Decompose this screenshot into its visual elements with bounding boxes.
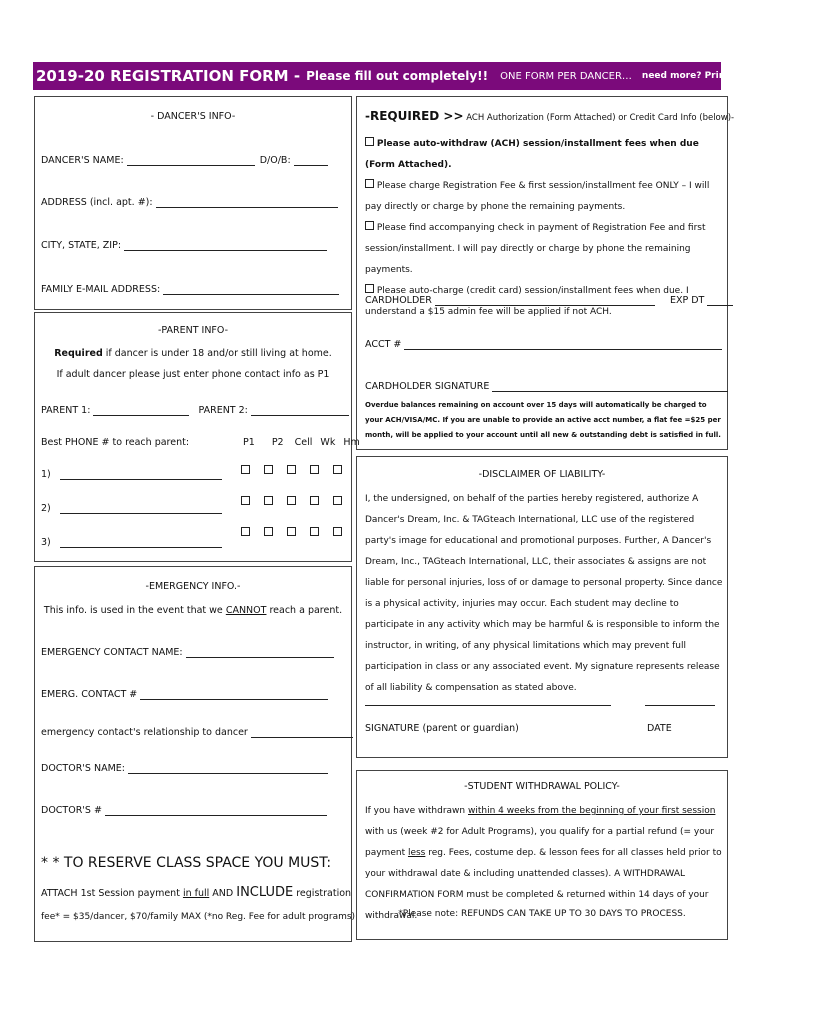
option-text: Please find accompanying check in payment of Registration Fee and first session/installment. I will pay directly or charge by phone the remaining payments. — [365, 223, 706, 275]
checkbox[interactable] — [287, 465, 296, 474]
cardholder-signature-label: CARDHOLDER SIGNATURE — [365, 381, 490, 392]
relationship-field[interactable] — [251, 737, 353, 738]
checkbox[interactable] — [333, 527, 342, 536]
col-cell: Cell — [294, 437, 313, 448]
cardholder-label: CARDHOLDER — [365, 295, 432, 306]
emergency-heading: -EMERGENCY INFO.- — [145, 581, 241, 592]
checkbox[interactable] — [365, 284, 374, 293]
phone-row-2 — [41, 503, 222, 514]
disclaimer-section — [356, 456, 728, 758]
relationship-label: emergency contact's relationship to dancer — [41, 727, 248, 738]
policy-underlined: within 4 weeks from the beginning of your first session — [467, 806, 716, 816]
phone-row-1 — [41, 469, 222, 480]
emergency-note — [35, 605, 351, 617]
option-text: Please auto-charge (credit card) session/installment fees when due. I understand a $15 admin fee will be applied if not ACH. — [365, 286, 689, 317]
web-site-note: need more? Print from our web site — [641, 71, 823, 81]
doctor-name-label: DOCTOR'S NAME: — [41, 763, 125, 774]
phone-field-2[interactable] — [60, 513, 222, 514]
option-text: Please charge Registration Fee & first session/installment fee ONLY – I will pay directly or charge by phone the remaining payments. — [365, 181, 710, 212]
acct-number-label: ACCT # — [365, 339, 402, 350]
address-label: ADDRESS (incl. apt. #): — [41, 197, 153, 208]
checkbox[interactable] — [241, 465, 250, 474]
payment-option-ach — [365, 134, 721, 176]
phone-type-headers — [243, 437, 360, 448]
phone-checkboxes — [241, 465, 342, 536]
disclaimer-heading: -DISCLAIMER OF LIABILITY- — [478, 469, 606, 480]
reserve-attach-line — [41, 885, 351, 900]
checkbox[interactable] — [333, 465, 342, 474]
cardholder-field[interactable] — [435, 305, 655, 306]
emergency-contact-number-label: EMERG. CONTACT # — [41, 689, 138, 700]
cannot-word: CANNOT — [225, 605, 267, 616]
payment-required-line — [365, 109, 734, 123]
attach-text: AND — [209, 888, 237, 899]
address-field[interactable] — [156, 207, 338, 208]
family-email-label: FAMILY E-MAIL ADDRESS: — [41, 284, 161, 295]
col-p1: P1 — [243, 437, 255, 448]
col-wk: Wk — [320, 437, 336, 448]
overdue-note: Overdue balances remaining on account over 15 days will automatically be charged to your ACH/VISA/MC. If you are unable to provide an active acct number, a flat fee =$25 per month, will be applied to your account until all new & outstanding debt is satisfied in full. — [365, 401, 721, 439]
dancer-info-section — [34, 96, 352, 310]
row-number: 2) — [41, 503, 51, 514]
required-rest: if dancer is under 18 and/or still living at home. — [102, 348, 332, 359]
dancer-info-heading: - DANCER'S INFO- — [150, 111, 236, 122]
phone-label: Best PHONE # to reach parent: — [41, 437, 190, 448]
form-title: 2019-20 REGISTRATION FORM - — [36, 67, 301, 85]
parent1-label: PARENT 1: — [41, 405, 91, 416]
parent1-field[interactable] — [93, 415, 189, 416]
checkbox[interactable] — [365, 179, 374, 188]
policy-text: with us (week #2 for Adult Programs), you qualify for a partial refund (= your payment — [365, 827, 715, 858]
cardholder-signature-field[interactable] — [492, 391, 728, 392]
adult-dancer-note: If adult dancer please just enter phone contact info as P1 — [56, 369, 330, 380]
note-part: This info. is used in the event that we — [43, 605, 226, 616]
dancer-name-label: DANCER'S NAME: — [41, 155, 124, 166]
required-rest: ACH Authorization (Form Attached) or Credit Card Info (below)- — [463, 113, 735, 123]
checkbox[interactable] — [264, 465, 273, 474]
row-number: 1) — [41, 469, 51, 480]
withdrawal-policy-section — [356, 770, 728, 940]
note-part: reach a parent. — [266, 605, 343, 616]
attach-text: registration — [293, 888, 352, 899]
parent-info-heading: -PARENT INFO- — [157, 325, 229, 336]
exp-date-field[interactable] — [707, 305, 733, 306]
city-state-zip-label: CITY, STATE, ZIP: — [41, 240, 122, 251]
form-banner — [33, 62, 823, 90]
checkbox[interactable] — [333, 496, 342, 505]
checkbox[interactable] — [241, 496, 250, 505]
doctor-name-field[interactable] — [128, 773, 328, 774]
checkbox[interactable] — [241, 527, 250, 536]
dob-label: D/O/B: — [259, 155, 291, 166]
doctor-number-label: DOCTOR'S # — [41, 805, 102, 816]
signature-date-label: DATE — [647, 723, 672, 734]
checkbox[interactable] — [365, 221, 374, 230]
policy-text: If you have withdrawn — [365, 806, 468, 816]
withdrawal-heading: -STUDENT WITHDRAWAL POLICY- — [464, 781, 620, 792]
col-p2: P2 — [271, 437, 284, 448]
include-word: INCLUDE — [236, 885, 294, 900]
dob-field[interactable] — [294, 165, 328, 166]
one-form-note: ONE FORM PER DANCER… — [500, 70, 632, 82]
col-hm: Hm — [343, 437, 360, 448]
parent-info-section — [34, 312, 360, 562]
family-email-field[interactable] — [163, 294, 339, 295]
policy-text: reg. Fees, costume dep. & lesson fees for all classes held prior to your withdrawal date & including unattended classes). A WITHDRAWAL CONFIRMATION FORM must be completed & returned within 14 days of your withdrawal. — [365, 848, 722, 921]
fill-instruction: Please fill out completely!! — [306, 69, 489, 83]
phone-field-3[interactable] — [60, 547, 222, 548]
policy-underlined: less — [407, 848, 426, 858]
payment-option-check — [365, 218, 721, 281]
attach-text: ATTACH 1st Session payment — [41, 888, 183, 899]
guardian-signature-label: SIGNATURE (parent or guardian) — [365, 723, 519, 734]
guardian-signature-field[interactable] — [365, 705, 611, 706]
emergency-contact-number-field[interactable] — [140, 699, 328, 700]
checkbox[interactable] — [310, 465, 319, 474]
checkbox[interactable] — [365, 137, 374, 146]
reserve-fee-line: fee* = $35/dancer, $70/family MAX (*no Reg. Fee for adult programs) — [41, 912, 356, 922]
checkbox[interactable] — [287, 527, 296, 536]
payment-section — [356, 96, 735, 450]
signature-date-field[interactable] — [645, 705, 715, 706]
payment-option-reg-fee — [365, 176, 721, 218]
exp-date-label: EXP DT — [669, 295, 705, 306]
required-word: Required — [54, 348, 103, 359]
disclaimer-body: I, the undersigned, on behalf of the parties hereby registered, authorize A Dancer's Dream, Inc. & TAGteach International, LLC use of the registered party's image for educational and promotional purposes. Further, A Dancer's Dream, Inc., TAGteach International, LLC, their associates & assigns are not liable for personal injuries, loss of or damage to personal property. Since dance is a physical activity, injuries may occur. Each student may decline to participate in any activity which may be harmful & is responsible to inform the instructor, in writing, of any physical limitations which may prevent full participation in class or any associated event. My signature represents release of all liability & compensation as stated above. — [365, 494, 723, 693]
required-label: -REQUIRED >> — [365, 109, 464, 123]
dancer-name-field[interactable] — [127, 165, 255, 166]
checkbox[interactable] — [310, 496, 319, 505]
option-text: Please auto-withdraw (ACH) session/installment fees when due (Form Attached). — [365, 139, 699, 170]
checkbox[interactable] — [310, 527, 319, 536]
emergency-contact-name-field[interactable] — [186, 657, 334, 658]
reserve-heading: * * TO RESERVE CLASS SPACE YOU MUST: — [41, 855, 332, 871]
acct-number-field[interactable] — [404, 349, 722, 350]
checkbox[interactable] — [264, 496, 273, 505]
refund-note: *Please note: REFUNDS CAN TAKE UP TO 30 DAYS TO PROCESS. — [398, 909, 686, 919]
parent-required-note — [35, 348, 351, 360]
doctor-number-field[interactable] — [105, 815, 327, 816]
parent2-field[interactable] — [251, 415, 349, 416]
emergency-contact-name-label: EMERGENCY CONTACT NAME: — [41, 647, 183, 658]
checkbox[interactable] — [264, 527, 273, 536]
in-full-word: in full — [182, 888, 210, 899]
parent2-label: PARENT 2: — [198, 405, 248, 416]
phone-row-3 — [41, 537, 222, 548]
phone-field-1[interactable] — [60, 479, 222, 480]
row-number: 3) — [41, 537, 51, 548]
city-state-zip-field[interactable] — [124, 250, 327, 251]
checkbox[interactable] — [287, 496, 296, 505]
emergency-info-section — [34, 566, 356, 942]
